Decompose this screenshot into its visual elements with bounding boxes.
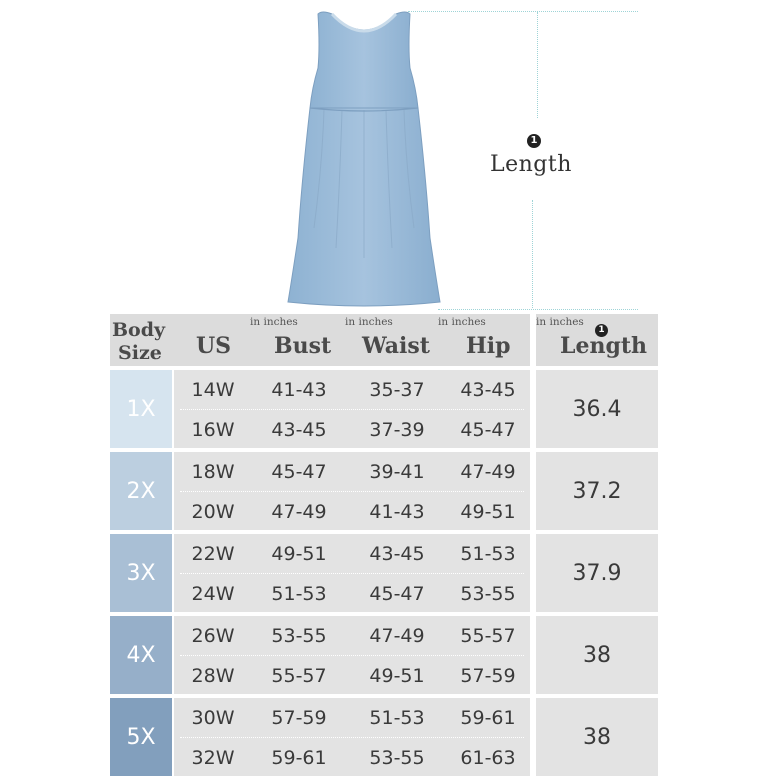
bust-value: 47-49	[271, 501, 327, 523]
length-guide-top	[408, 11, 638, 12]
header-bust-unit: in inches	[250, 316, 298, 328]
size-group-4x	[110, 616, 658, 694]
bust-value: 55-57	[271, 665, 327, 687]
bust-value: 59-61	[271, 747, 327, 769]
dress-illustration	[280, 8, 448, 310]
hip-value: 49-51	[460, 501, 516, 523]
header-bust: Bust	[274, 333, 332, 359]
header-hip: Hip	[466, 333, 511, 359]
table-header	[110, 314, 530, 366]
us-value: 32W	[191, 747, 235, 769]
header-length: Length	[560, 333, 648, 359]
row-divider	[180, 409, 524, 410]
row-divider	[180, 655, 524, 656]
measurements-cell	[174, 616, 530, 694]
waist-value: 45-47	[369, 583, 425, 605]
length-label: Length	[490, 152, 572, 177]
body-size-cell: 5X	[110, 698, 172, 776]
header-body: Body	[112, 319, 166, 341]
waist-value: 53-55	[369, 747, 425, 769]
bust-value: 43-45	[271, 419, 327, 441]
waist-value: 35-37	[369, 379, 425, 401]
hip-value: 45-47	[460, 419, 516, 441]
body-size-cell: 2X	[110, 452, 172, 530]
size-table	[110, 314, 658, 768]
hip-value: 61-63	[460, 747, 516, 769]
hip-value: 53-55	[460, 583, 516, 605]
length-value: 36.4	[536, 370, 658, 448]
body-size-cell: 1X	[110, 370, 172, 448]
length-number-badge: 1	[527, 134, 541, 148]
length-guide-vertical-lower	[532, 200, 533, 308]
length-value: 37.2	[536, 452, 658, 530]
measurements-cell	[174, 370, 530, 448]
bust-value: 45-47	[271, 461, 327, 483]
waist-value: 37-39	[369, 419, 425, 441]
header-us: US	[196, 333, 232, 359]
measurements-cell	[174, 452, 530, 530]
waist-value: 41-43	[369, 501, 425, 523]
row-divider	[180, 573, 524, 574]
hip-value: 51-53	[460, 543, 516, 565]
measurements-cell	[174, 534, 530, 612]
header-size: Size	[118, 342, 162, 364]
size-group-5x	[110, 698, 658, 776]
hip-value: 57-59	[460, 665, 516, 687]
us-value: 14W	[191, 379, 235, 401]
measurements-cell	[174, 698, 530, 776]
size-group-2x	[110, 452, 658, 530]
hip-value: 55-57	[460, 625, 516, 647]
us-value: 28W	[191, 665, 235, 687]
waist-value: 39-41	[369, 461, 425, 483]
row-divider	[180, 737, 524, 738]
length-guide-bottom	[438, 309, 638, 310]
us-value: 26W	[191, 625, 235, 647]
waist-value: 49-51	[369, 665, 425, 687]
waist-value: 43-45	[369, 543, 425, 565]
size-group-1x	[110, 370, 658, 448]
us-value: 18W	[191, 461, 235, 483]
body-size-cell: 4X	[110, 616, 172, 694]
hip-value: 59-61	[460, 707, 516, 729]
waist-value: 47-49	[369, 625, 425, 647]
header-waist: Waist	[362, 333, 430, 359]
us-value: 30W	[191, 707, 235, 729]
table-header-length	[536, 314, 658, 366]
us-value: 24W	[191, 583, 235, 605]
bust-value: 57-59	[271, 707, 327, 729]
header-hip-unit: in inches	[438, 316, 486, 328]
header-waist-unit: in inches	[345, 316, 393, 328]
length-guide-vertical-upper	[537, 12, 538, 118]
us-value: 20W	[191, 501, 235, 523]
bust-value: 51-53	[271, 583, 327, 605]
hip-value: 43-45	[460, 379, 516, 401]
header-length-unit: in inches	[536, 316, 584, 328]
row-divider	[180, 491, 524, 492]
length-value: 38	[536, 616, 658, 694]
body-size-cell: 3X	[110, 534, 172, 612]
us-value: 22W	[191, 543, 235, 565]
size-group-3x	[110, 534, 658, 612]
waist-value: 51-53	[369, 707, 425, 729]
us-value: 16W	[191, 419, 235, 441]
length-value: 37.9	[536, 534, 658, 612]
header-length-badge: 1	[595, 324, 608, 337]
hip-value: 47-49	[460, 461, 516, 483]
bust-value: 41-43	[271, 379, 327, 401]
bust-value: 49-51	[271, 543, 327, 565]
length-value: 38	[536, 698, 658, 776]
bust-value: 53-55	[271, 625, 327, 647]
